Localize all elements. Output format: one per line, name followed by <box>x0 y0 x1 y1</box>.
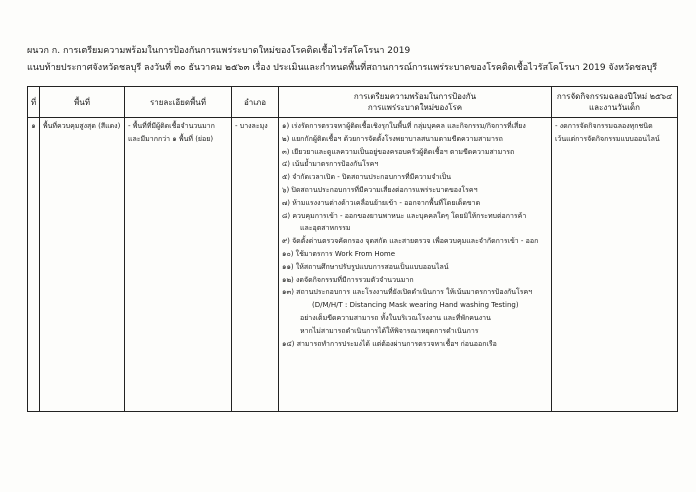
measure-item: ๕) จำกัดเวลาเปิด - ปิดสถานประกอบการที่มีความจำเป็น <box>282 173 452 182</box>
measure-item: ๑) เร่งรัดการตรวจหาผู้ติดเชื้อเชิงรุกในพื้นที่ กลุ่มบุคคล และกิจกรรม/กิจการที่เสี่ยง <box>282 122 526 130</box>
events-line-2: เว้นแต่การจัดกิจกรรมแบบออนไลน์ <box>555 134 660 143</box>
measure-item-continuation: หากไม่สามารถดำเนินการได้ให้พิจารณาหยุดการดำเนินการ <box>300 326 479 335</box>
measure-item: ๒) แยกกักผู้ติดเชื้อฯ ด้วยการจัดตั้งโรงพยาบาลสนามตามขีดความสามารถ <box>282 134 503 143</box>
measure-item: ๘) ควบคุมการเข้า - ออกของยานพาหนะ และบุคคลใดๆ โดยมิให้กระทบต่อการค้า <box>282 211 527 220</box>
measure-item-continuation: (D/M/H/T : Distancing Mask wearing Hand washing Testing) <box>312 301 519 310</box>
measure-item: ๑๔) สามารถทำการประมงได้ แต่ต้องผ่านการตรวจหาเชื้อฯ ก่อนออกเรือ <box>282 339 497 348</box>
annex-title: ผนวก ก. การเตรียมความพร้อมในการป้องกันการแพร่ระบาดใหม่ของโรคติดเชื้อไวรัสโคโรนา 2019 <box>27 46 411 56</box>
col-header-area: พื้นที่ <box>40 87 125 118</box>
col-header-detail: รายละเอียดพื้นที่ <box>125 87 232 118</box>
announcement-reference: แนบท้ายประกาศจังหวัดชลบุรี ลงวันที่ ๓๐ ธันวาคม ๒๕๖๓ เรื่อง ประเมินและกำหนดพื้นที่สถานการณ์การแพร่ระบาดของโรคติดเชื้อไวรัสโคโรนา 2019 จังหวัดชลบุรี <box>27 63 658 73</box>
col-header-preparedness-line1: การเตรียมความพร้อมในการป้องกัน <box>353 92 477 101</box>
table-row <box>28 118 678 412</box>
measure-item-continuation: อย่างเต็มขีดความสามารถ ทั้งในบริเวณโรงงาน และที่พักคนงาน <box>300 313 491 322</box>
measure-item-continuation: และอุตสาหกรรม <box>300 224 351 233</box>
measure-item: ๗) ห้ามแรงงานต่างด้าวเคลื่อนย้ายเข้า - ออกจากพื้นที่โดยเด็ดขาด <box>282 198 481 207</box>
cell-measures <box>279 118 552 412</box>
measure-item: ๙) จัดตั้งด่านตรวจคัดกรอง จุดสกัด และสายตรวจ เพื่อควบคุมและจำกัดการเข้า - ออก <box>282 237 539 246</box>
measure-item: ๔) เน้นย้ำมาตรการป้องกันโรคฯ <box>282 160 379 169</box>
measure-item: ๑๑) ให้สถานศึกษาปรับรูปแบบการสอนเป็นแบบออนไลน์ <box>282 262 449 271</box>
measure-item: ๑๒) งดจัดกิจกรรมที่มีการรวมตัวจำนวนมาก <box>282 275 414 284</box>
col-header-district: อำเภอ <box>232 87 279 118</box>
detail-line-2: และมีมากกว่า ๑ พื้นที่ (ย่อย) <box>128 134 214 143</box>
row-number: ๑ <box>31 122 36 130</box>
cell-district <box>232 118 279 412</box>
detail-line-1: - พื้นที่ที่มีผู้ติดเชื้อจำนวนมาก <box>128 122 215 130</box>
col-header-no: ที่ <box>28 87 40 118</box>
events-line-1: - งดการจัดกิจกรรมฉลองทุกชนิด <box>555 122 653 130</box>
cell-events <box>552 118 678 412</box>
measure-item: ๑๐) ใช้มาตรการ Work From Home <box>282 249 396 258</box>
table-header-row <box>28 87 678 118</box>
col-header-preparedness-line2: การแพร่ระบาดใหม่ของโรค <box>367 103 463 112</box>
measure-item: ๖) ปิดสถานประกอบการที่มีความเสี่ยงต่อการแพร่ระบาดของโรคฯ <box>282 185 478 194</box>
measure-item: ๓) เยียวยาและดูแลความเป็นอยู่ของครอบครัวผู้ติดเชื้อฯ ตามขีดความสามารถ <box>282 147 515 156</box>
district-name: - บางละมุง <box>235 122 268 130</box>
area-name: พื้นที่ควบคุมสูงสุด (สีแดง) <box>43 122 121 130</box>
measure-item: ๑๓) สถานประกอบการ และโรงงานที่ยังเปิดดำเนินการ ให้เน้นมาตรการป้องกันโรคฯ <box>282 288 533 297</box>
col-header-events <box>552 87 678 118</box>
cell-detail <box>125 118 232 412</box>
col-header-events-line1: การจัดกิจกรรมฉลองปีใหม่ ๒๕๖๔ <box>556 92 673 101</box>
cell-area <box>40 118 125 412</box>
preparedness-table <box>27 86 678 412</box>
col-header-events-line2: และงานวันเด็ก <box>589 103 640 112</box>
measures-list <box>279 118 551 352</box>
cell-no <box>28 118 40 412</box>
col-header-preparedness <box>279 87 552 118</box>
